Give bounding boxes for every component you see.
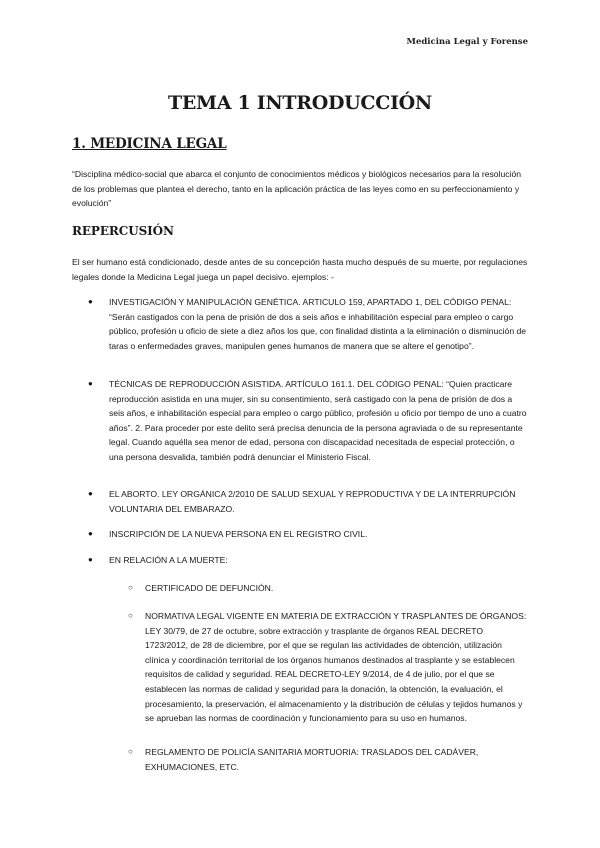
sub-bullet-icon: ○ (128, 583, 133, 592)
bullet-icon: ● (88, 489, 93, 498)
sub-bullet-icon: ○ (128, 747, 133, 756)
list-item-text: INVESTIGACIÓN Y MANIPULACIÓN GENÉTICA. ARTICULO 159, APARTADO 1, DEL CÓDIGO PENAL: “Serán castigados con la pena de prisión de dos a seis años e inhabilitación especial para empleo o cargo público, profesión u oficio de siete a diez años los que, con finalidad distinta a la eliminación o disminución de taras o enfermedades graves, manipulen genes humanos de manera que se altere el genotipo”. (109, 297, 527, 351)
sub-list-item-text: CERTIFICADO DE DEFUNCIÓN. (145, 583, 274, 593)
sub-list-item-text: REGLAMENTO DE POLICÍA SANITARIA MORTUORIA: TRASLADOS DEL CADÁVER, EXHUMACIONES, ETC. (145, 747, 479, 772)
section-heading: 1. MEDICINA LEGAL (72, 136, 227, 152)
running-header: Medicina Legal y Forense (406, 37, 528, 47)
sub-list-item-text: NORMATIVA LEGAL VIGENTE EN MATERIA DE EXTRACCIÓN Y TRASPLANTES DE ÓRGANOS: LEY 30/79, de 27 de octubre, sobre extracción y trasplante de órganos REAL DECRETO 1723/2012, de 28 de diciembre, por el que se regulan las actividades de obtención, utilización clínica y coordinación territorial de los órganos humanos destinados al trasplante y se establecen requisitos de calidad y seguridad. REAL DECRETO-LEY 9/2014, de 4 de julio, por el que se establecen las normas de calidad y seguridad para la donación, la obtención, la evaluación, el procesamiento, la preservación, el almacenamiento y la distribución de células y tejidos humanos y se aprueban las normas de coordinación y funcionamiento para su uso en humanos. (145, 611, 527, 724)
bullet-icon: ● (88, 529, 93, 538)
bullet-icon: ● (88, 297, 93, 306)
list-item-text: EN RELACIÓN A LA MUERTE: (109, 555, 228, 565)
subsection-heading: REPERCUSIÓN (72, 224, 174, 238)
intro-paragraph: El ser humano está condicionado, desde antes de su concepción hasta mucho después de su muerte, por regulaciones legales donde la Medicina Legal juega un papel decisivo. ejemplos: - (72, 257, 528, 282)
page-title: TEMA 1 INTRODUCCIÓN (168, 92, 432, 114)
list-item-text: TÉCNICAS DE REPRODUCCIÓN ASISTIDA. ARTÍCULO 161.1. DEL CÓDIGO PENAL: “Quien practicare reproducción asistida en una mujer, sin su consentimiento, será castigado con la pena de prisión de dos a seis años, e inhabilitación especial para empleo o cargo público, profesión u oficio por tiempo de uno a cuatro años”. 2. Para proceder por este delito será precisa denuncia de la persona agraviada o de su representante legal. Cuando aquélla sea menor de edad, persona con discapacidad necesitada de especial protección, o una persona desvalida, también podrá denunciar el Ministerio Fiscal. (109, 379, 527, 462)
bullet-icon: ● (88, 379, 93, 388)
sub-bullet-icon: ○ (128, 611, 133, 620)
list-item-text: EL ABORTO. LEY ORGÁNICA 2/2010 DE SALUD SEXUAL Y REPRODUCTIVA Y DE LA INTERRUPCIÓN VOLUNTARIA DEL EMBARAZO. (109, 489, 516, 514)
definition-paragraph: “Disciplina médico-social que abarca el conjunto de conocimientos médicos y biológicos necesarios para la resolución de los problemas que plantea el derecho, tanto en la aplicación práctica de las leyes como en su perfeccionamiento y evolución” (72, 169, 522, 209)
list-item-text: INSCRIPCIÓN DE LA NUEVA PERSONA EN EL REGISTRO CIVIL. (109, 529, 368, 539)
bullet-icon: ● (88, 555, 93, 564)
